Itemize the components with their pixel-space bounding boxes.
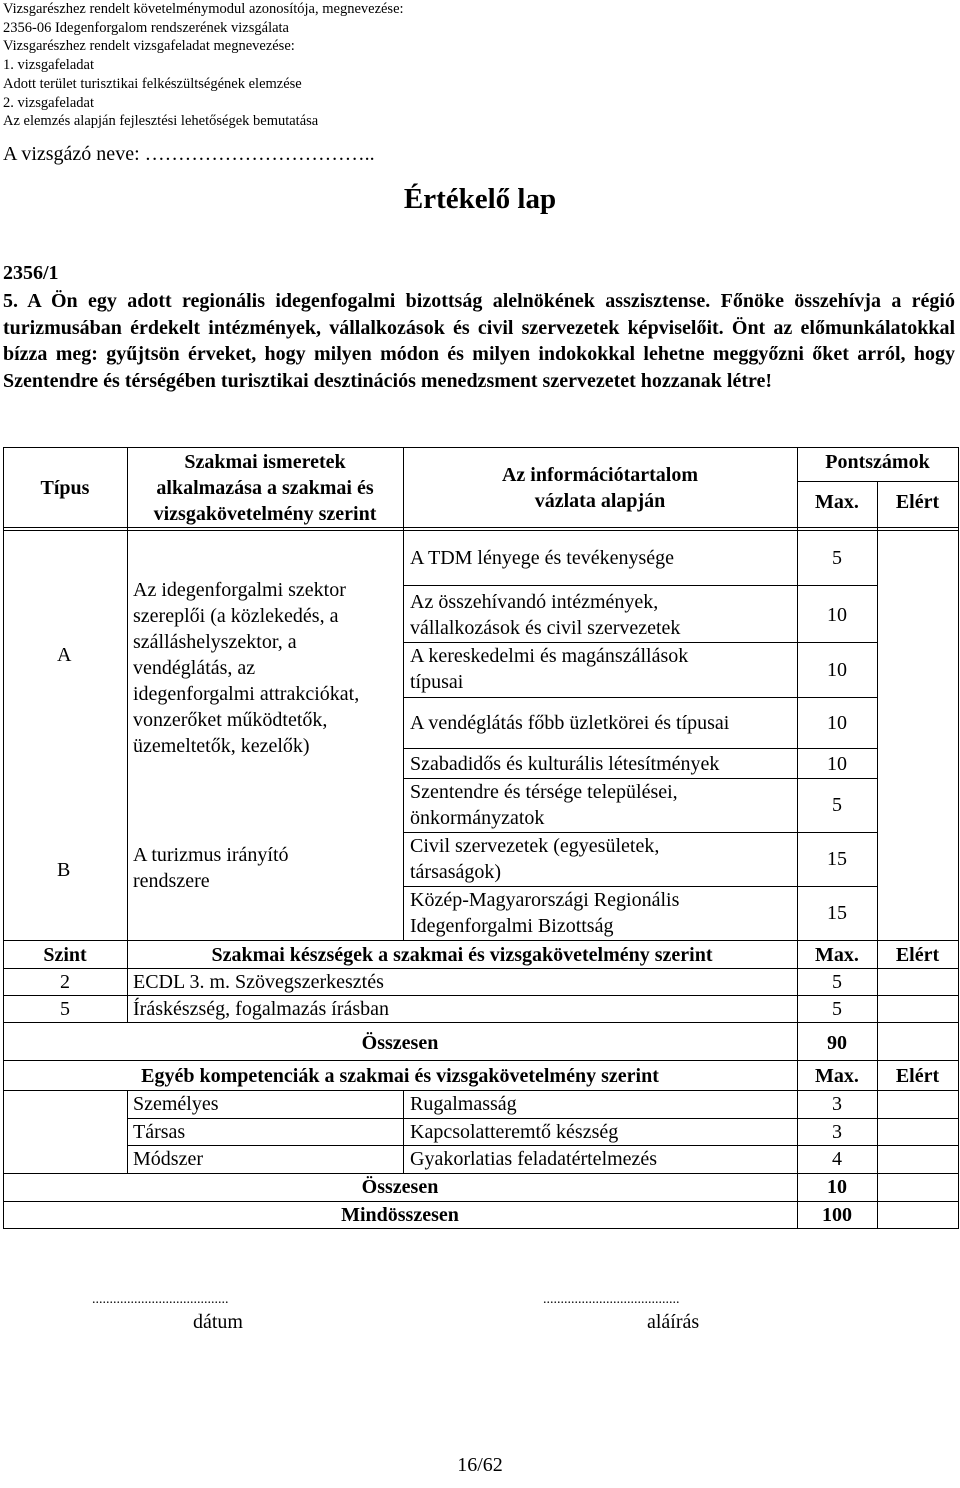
date-label: dátum	[193, 1311, 243, 1333]
competencies-header-title: Egyéb kompetenciák a szakmai és vizsgakövetelmény szerint	[141, 1065, 659, 1087]
skills-row-label: ECDL 3. m. Szövegszerkesztés	[133, 971, 384, 993]
signature-dotted-line: .......................................	[543, 1292, 680, 1307]
page-title: Értékelő lap	[403, 183, 557, 215]
header-szakmai-1: Szakmai ismeretek	[184, 451, 346, 473]
competency-label: Gyakorlatias feladatértelmezés	[410, 1148, 658, 1170]
content-row-label: Szentendre és térsége települései,	[410, 781, 678, 803]
content-row-max: 5	[832, 547, 842, 569]
task-description: 5. A Ön egy adott regionális idegenfogalmi bizottság alelnökének asszisztense. Főnöke összehívja a régió turizmusában érdekelt intézmények, vállalkozások és civil szervezetek képviselőit. Önt az előmunkálatokkal bízza meg: gyűjtsön érveket, hogy milyen módon és milyen indokokkal lehetne meggyőzni őket arról, hogy Szentendre és térségében turisztikai desztinációs menedzsment szervezetet hozzanak létre!	[3, 290, 955, 392]
task-code: 2356/1	[3, 262, 59, 284]
content-row-label: A vendéglátás főbb üzletkörei és típusai	[410, 712, 730, 734]
group-a-desc-line: szereplői (a közlekedés, a	[133, 605, 339, 627]
content-row-label: Az összehívandó intézmények,	[410, 591, 659, 613]
competency-category: Személyes	[133, 1093, 219, 1115]
content-row-max: 15	[827, 902, 847, 924]
skills-row-label: Íráskészség, fogalmazás írásban	[133, 998, 389, 1020]
signature-label: aláírás	[647, 1311, 700, 1333]
header-line: Vizsgarészhez rendelt vizsgafeladat megnevezése:	[3, 38, 295, 55]
group-a-type: A	[57, 644, 72, 666]
content-row-max: 5	[832, 794, 842, 816]
competencies-header-max: Max.	[815, 1065, 859, 1087]
skills-header-szint: Szint	[43, 944, 87, 966]
group-b-type: B	[57, 859, 71, 881]
skills-total-label: Összesen	[361, 1032, 439, 1054]
group-a-desc-line: szálláshelyszektor, a	[133, 631, 297, 653]
content-row-label: típusai	[410, 671, 464, 693]
content-row-label: Szabadidős és kulturális létesítmények	[410, 753, 720, 775]
content-row-max: 10	[827, 659, 847, 681]
header-szakmai-2: alkalmazása a szakmai és	[156, 477, 374, 499]
competencies-header-elert: Elért	[895, 1065, 940, 1087]
skills-row-level: 5	[60, 998, 70, 1020]
skills-header-title: Szakmai készségek a szakmai és vizsgakövetelmény szerint	[211, 944, 713, 966]
header-elert: Elért	[895, 491, 940, 513]
content-row-label: A kereskedelmi és magánszállások	[410, 645, 689, 667]
skills-header-max: Max.	[815, 944, 859, 966]
content-row-label: önkormányzatok	[410, 807, 545, 829]
group-a-desc-line: üzemeltetők, kezelők)	[133, 735, 310, 757]
content-row-label: Közép-Magyarországi Regionális	[410, 889, 680, 911]
group-b-desc-line: rendszere	[133, 870, 210, 892]
header-line: 2356-06 Idegenforgalom rendszerének vizsgálata	[3, 19, 289, 36]
competency-label: Kapcsolatteremtő készség	[410, 1121, 619, 1143]
skills-total-value: 90	[827, 1032, 847, 1054]
date-dotted-line: .......................................	[92, 1292, 229, 1307]
grand-total-label: Mindösszesen	[341, 1204, 459, 1226]
header-line: Az elemzés alapján fejlesztési lehetőségek bemutatása	[3, 113, 319, 130]
group-a-desc-line: vendéglátás, az	[133, 657, 256, 679]
header-line: Vizsgarészhez rendelt követelménymodul azonosítója, megnevezése:	[3, 1, 404, 17]
content-row-label: vállalkozások és civil szervezetek	[410, 617, 681, 639]
content-row-max: 10	[827, 712, 847, 734]
page-number: 16/62	[457, 1454, 503, 1476]
content-row-label: Civil szervezetek (egyesületek,	[410, 835, 660, 857]
competencies-total-label: Összesen	[361, 1176, 439, 1198]
group-a-desc-line: idegenforgalmi attrakciókat,	[133, 683, 360, 705]
content-row-max: 15	[827, 848, 847, 870]
group-b-desc-line: A turizmus irányító	[133, 844, 289, 866]
competency-label: Rugalmasság	[410, 1093, 517, 1115]
header-max: Max.	[815, 491, 859, 513]
content-row-label: társaságok)	[410, 861, 502, 883]
competency-category: Módszer	[133, 1148, 203, 1170]
competency-max: 4	[832, 1148, 842, 1170]
document-header	[3, 0, 404, 131]
group-a-desc-line: vonzerőket működtetők,	[133, 709, 328, 731]
header-pontszamok: Pontszámok	[825, 451, 930, 473]
competency-max: 3	[832, 1121, 842, 1143]
header-tipus: Típus	[40, 477, 90, 499]
skills-header-elert: Elért	[895, 944, 940, 966]
header-line: Adott terület turisztikai felkészültségének elemzése	[3, 75, 302, 92]
skills-row-max: 5	[832, 971, 842, 993]
header-info-2: vázlata alapján	[534, 490, 666, 512]
content-row-label: A TDM lényege és tevékenysége	[410, 547, 674, 569]
examinee-name-line: A vizsgázó neve: ……………………………..	[3, 143, 375, 165]
header-szakmai-3: vizsgakövetelmény szerint	[153, 503, 377, 525]
skills-row-level: 2	[60, 971, 70, 993]
grand-total-value: 100	[822, 1204, 852, 1226]
competency-max: 3	[832, 1093, 842, 1115]
skills-row-max: 5	[832, 998, 842, 1020]
competencies-total-value: 10	[827, 1176, 847, 1198]
header-line: 1. vizsgafeladat	[3, 57, 94, 74]
content-row-label: Idegenforgalmi Bizottság	[410, 915, 614, 937]
header-info-1: Az információtartalom	[501, 464, 699, 486]
content-row-max: 10	[827, 753, 847, 775]
competency-category: Társas	[133, 1121, 186, 1143]
header-line: 2. vizsgafeladat	[3, 94, 94, 111]
content-row-max: 10	[827, 604, 847, 626]
group-a-desc-line: Az idegenforgalmi szektor	[133, 579, 346, 601]
